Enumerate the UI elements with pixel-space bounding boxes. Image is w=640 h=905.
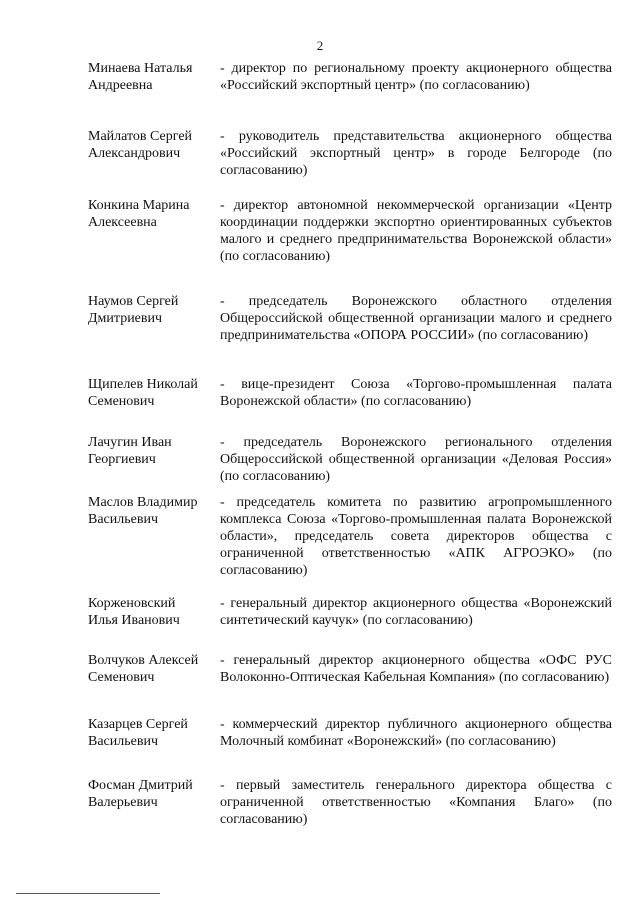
member-name: Майлатов Сергей Александрович [88, 129, 193, 161]
member-name: Фосман Дмитрий Валерьевич [88, 778, 193, 810]
member-name: Наумов Сергей Дмитриевич [88, 294, 179, 326]
member-role: - директор автономной некоммерческой организации «Центр координации поддержки экспортно ориентированных субъектов малого и среднего предпринимательства Воронежской области» (по согласованию) [220, 198, 612, 264]
member-entry [88, 652, 612, 686]
member-role: - председатель Воронежского регионального отделения Общероссийской общественной организации «Деловая Россия» (по согласованию) [220, 435, 612, 484]
member-name: Маслов Владимир Васильевич [88, 495, 198, 527]
member-role: - первый заместитель генерального директора общества с ограниченной ответственностью «Компания Благо» (по согласованию) [220, 778, 612, 827]
member-entry [88, 777, 612, 828]
member-name: Щипелев Николай Семенович [88, 377, 198, 409]
member-entry [88, 197, 612, 265]
member-entry [88, 376, 612, 410]
member-role: - руководитель представительства акционерного общества «Российский экспортный центр» в городе Белгороде (по согласованию) [220, 129, 612, 178]
member-role: - коммерческий директор публичного акционерного общества Молочный комбинат «Воронежский» (по согласованию) [220, 717, 612, 749]
page-number: 2 [316, 38, 324, 53]
member-entry [88, 293, 612, 344]
member-role: - председатель Воронежского областного отделения Общероссийской общественной организации малого и среднего предпринимательства «ОПОРА РОССИИ» (по согласованию) [220, 294, 612, 343]
member-name: Корженовский Илья Иванович [88, 596, 180, 628]
member-name: Лачугин Иван Георгиевич [88, 435, 172, 467]
member-name: Казарцев Сергей Васильевич [88, 717, 188, 749]
member-role: - вице-президент Союза «Торгово-промышленная палата Воронежской области» (по согласованию) [220, 377, 612, 409]
member-entry [88, 128, 612, 179]
member-entry [88, 716, 612, 750]
member-name: Минаева Наталья Андреевна [88, 61, 193, 93]
member-role: - генеральный директор акционерного общества «Воронежский синтетический каучук» (по согласованию) [220, 596, 612, 628]
member-entry [88, 434, 612, 485]
member-entry [88, 595, 612, 629]
member-role: - генеральный директор акционерного общества «ОФС РУС Волоконно-Оптическая Кабельная Компания» (по согласованию) [220, 653, 612, 685]
member-role: - председатель комитета по развитию агропромышленного комплекса Союза «Торгово-промышленная палата Воронежской области», председатель совета директоров общества с ограниченной ответственностью «АПК АГРОЭКО» (по согласованию) [220, 495, 612, 578]
member-name: Конкина Марина Алексеевна [88, 198, 190, 230]
member-role: - директор по региональному проекту акционерного общества «Российский экспортный центр» (по согласованию) [220, 61, 612, 93]
footnote-separator-line [16, 893, 160, 894]
member-entry [88, 60, 612, 94]
member-name: Волчуков Алексей Семенович [88, 653, 199, 685]
member-entry [88, 494, 612, 579]
